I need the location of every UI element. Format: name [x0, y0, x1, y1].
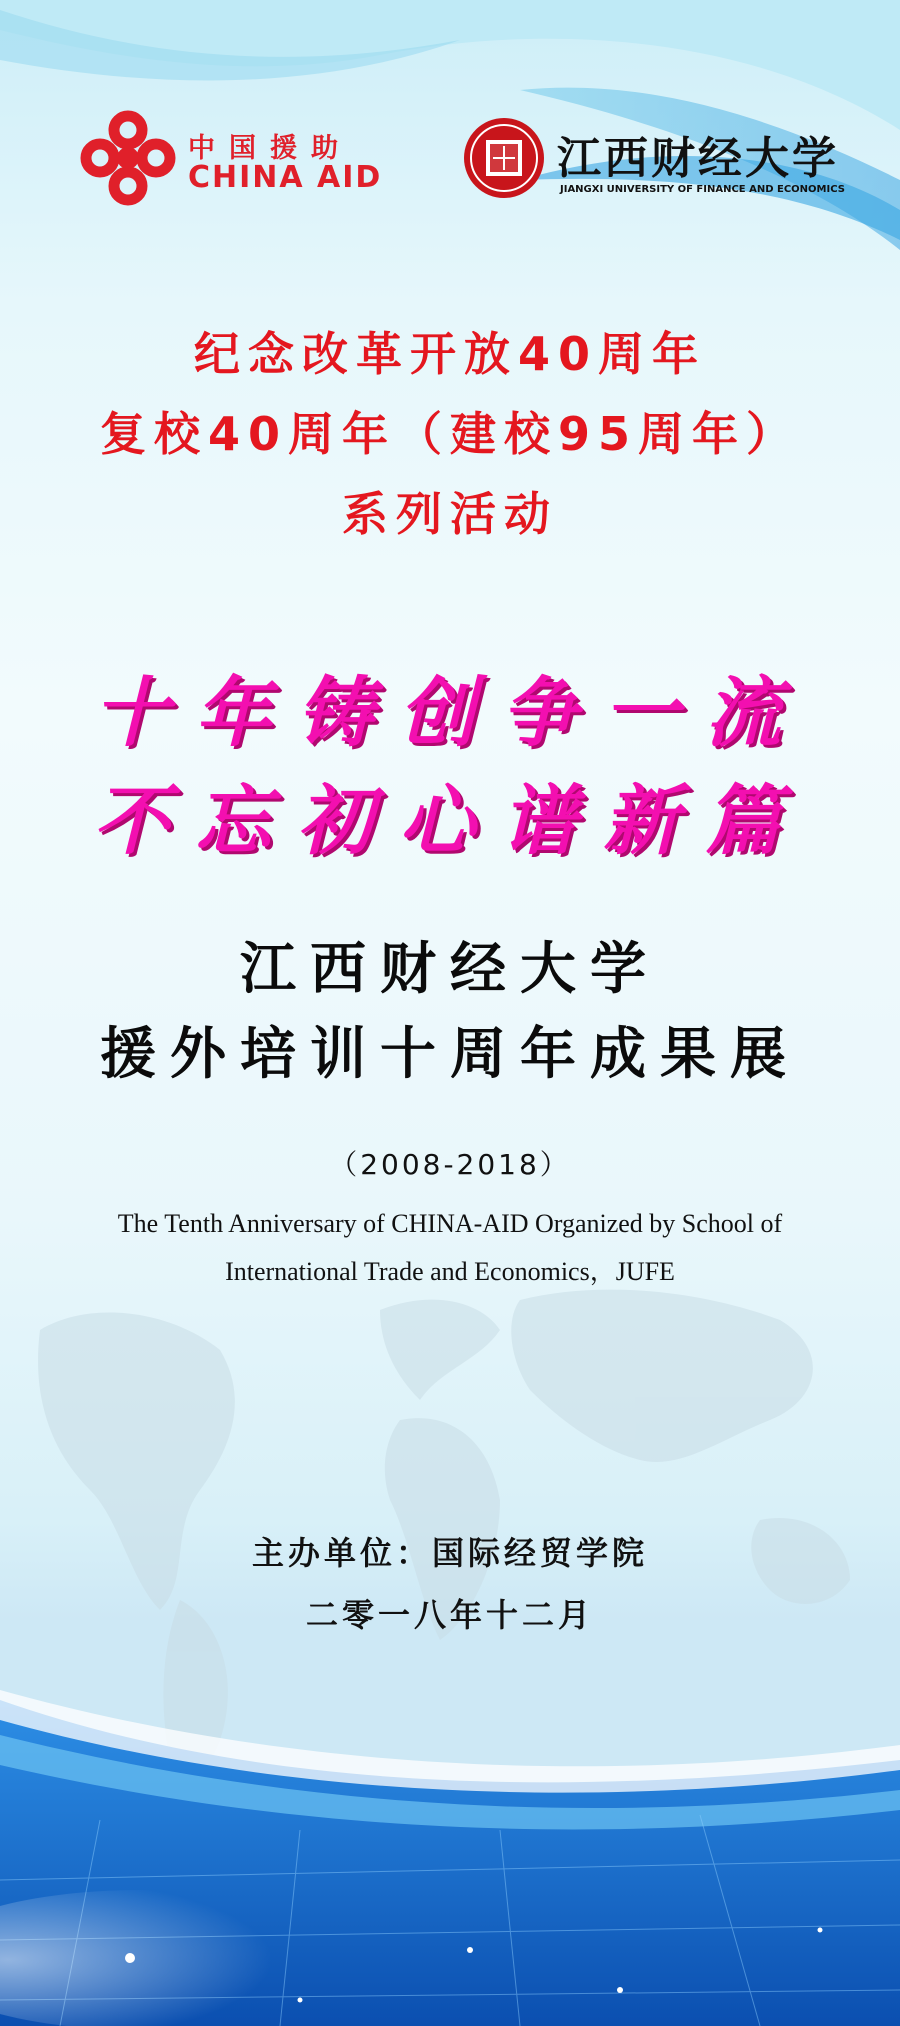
jufe-logo — [462, 112, 845, 208]
china-aid-knot-icon — [78, 108, 178, 208]
china-aid-cn: 中国援助 — [188, 133, 352, 164]
slogan-line-1: 十年铸创争一流 — [93, 668, 807, 757]
exhibition-title-1: 江西财经大学 — [240, 936, 660, 1002]
exhibition-title-2: 援外培训十周年成果展 — [100, 1021, 800, 1087]
slogan-line-2: 不忘初心谱新篇 — [93, 776, 807, 865]
commemoration-line-1: 纪念改革开放40周年 — [193, 327, 706, 381]
year-range: （2008-2018） — [329, 1148, 571, 1181]
jufe-name-en: JIANGXI UNIVERSITY OF FINANCE AND ECONOMICS — [560, 184, 845, 195]
organizer: 主办单位：国际经贸学院 — [251, 1534, 648, 1572]
china-aid-logo — [78, 108, 398, 208]
jufe-name-cn: 江西财经大学 — [557, 133, 839, 184]
commemoration-line-3: 系列活动 — [342, 487, 558, 541]
china-aid-en: CHINA AID — [188, 160, 383, 195]
english-subtitle-1: The Tenth Anniversary of CHINA-AID Organized by School of — [117, 1209, 783, 1238]
commemoration-line-2: 复校40周年（建校95周年） — [99, 407, 801, 461]
english-subtitle-2: International Trade and Economics，JUFE — [225, 1257, 675, 1286]
university-seal-icon — [462, 116, 546, 200]
date: 二零一八年十二月 — [305, 1596, 594, 1634]
